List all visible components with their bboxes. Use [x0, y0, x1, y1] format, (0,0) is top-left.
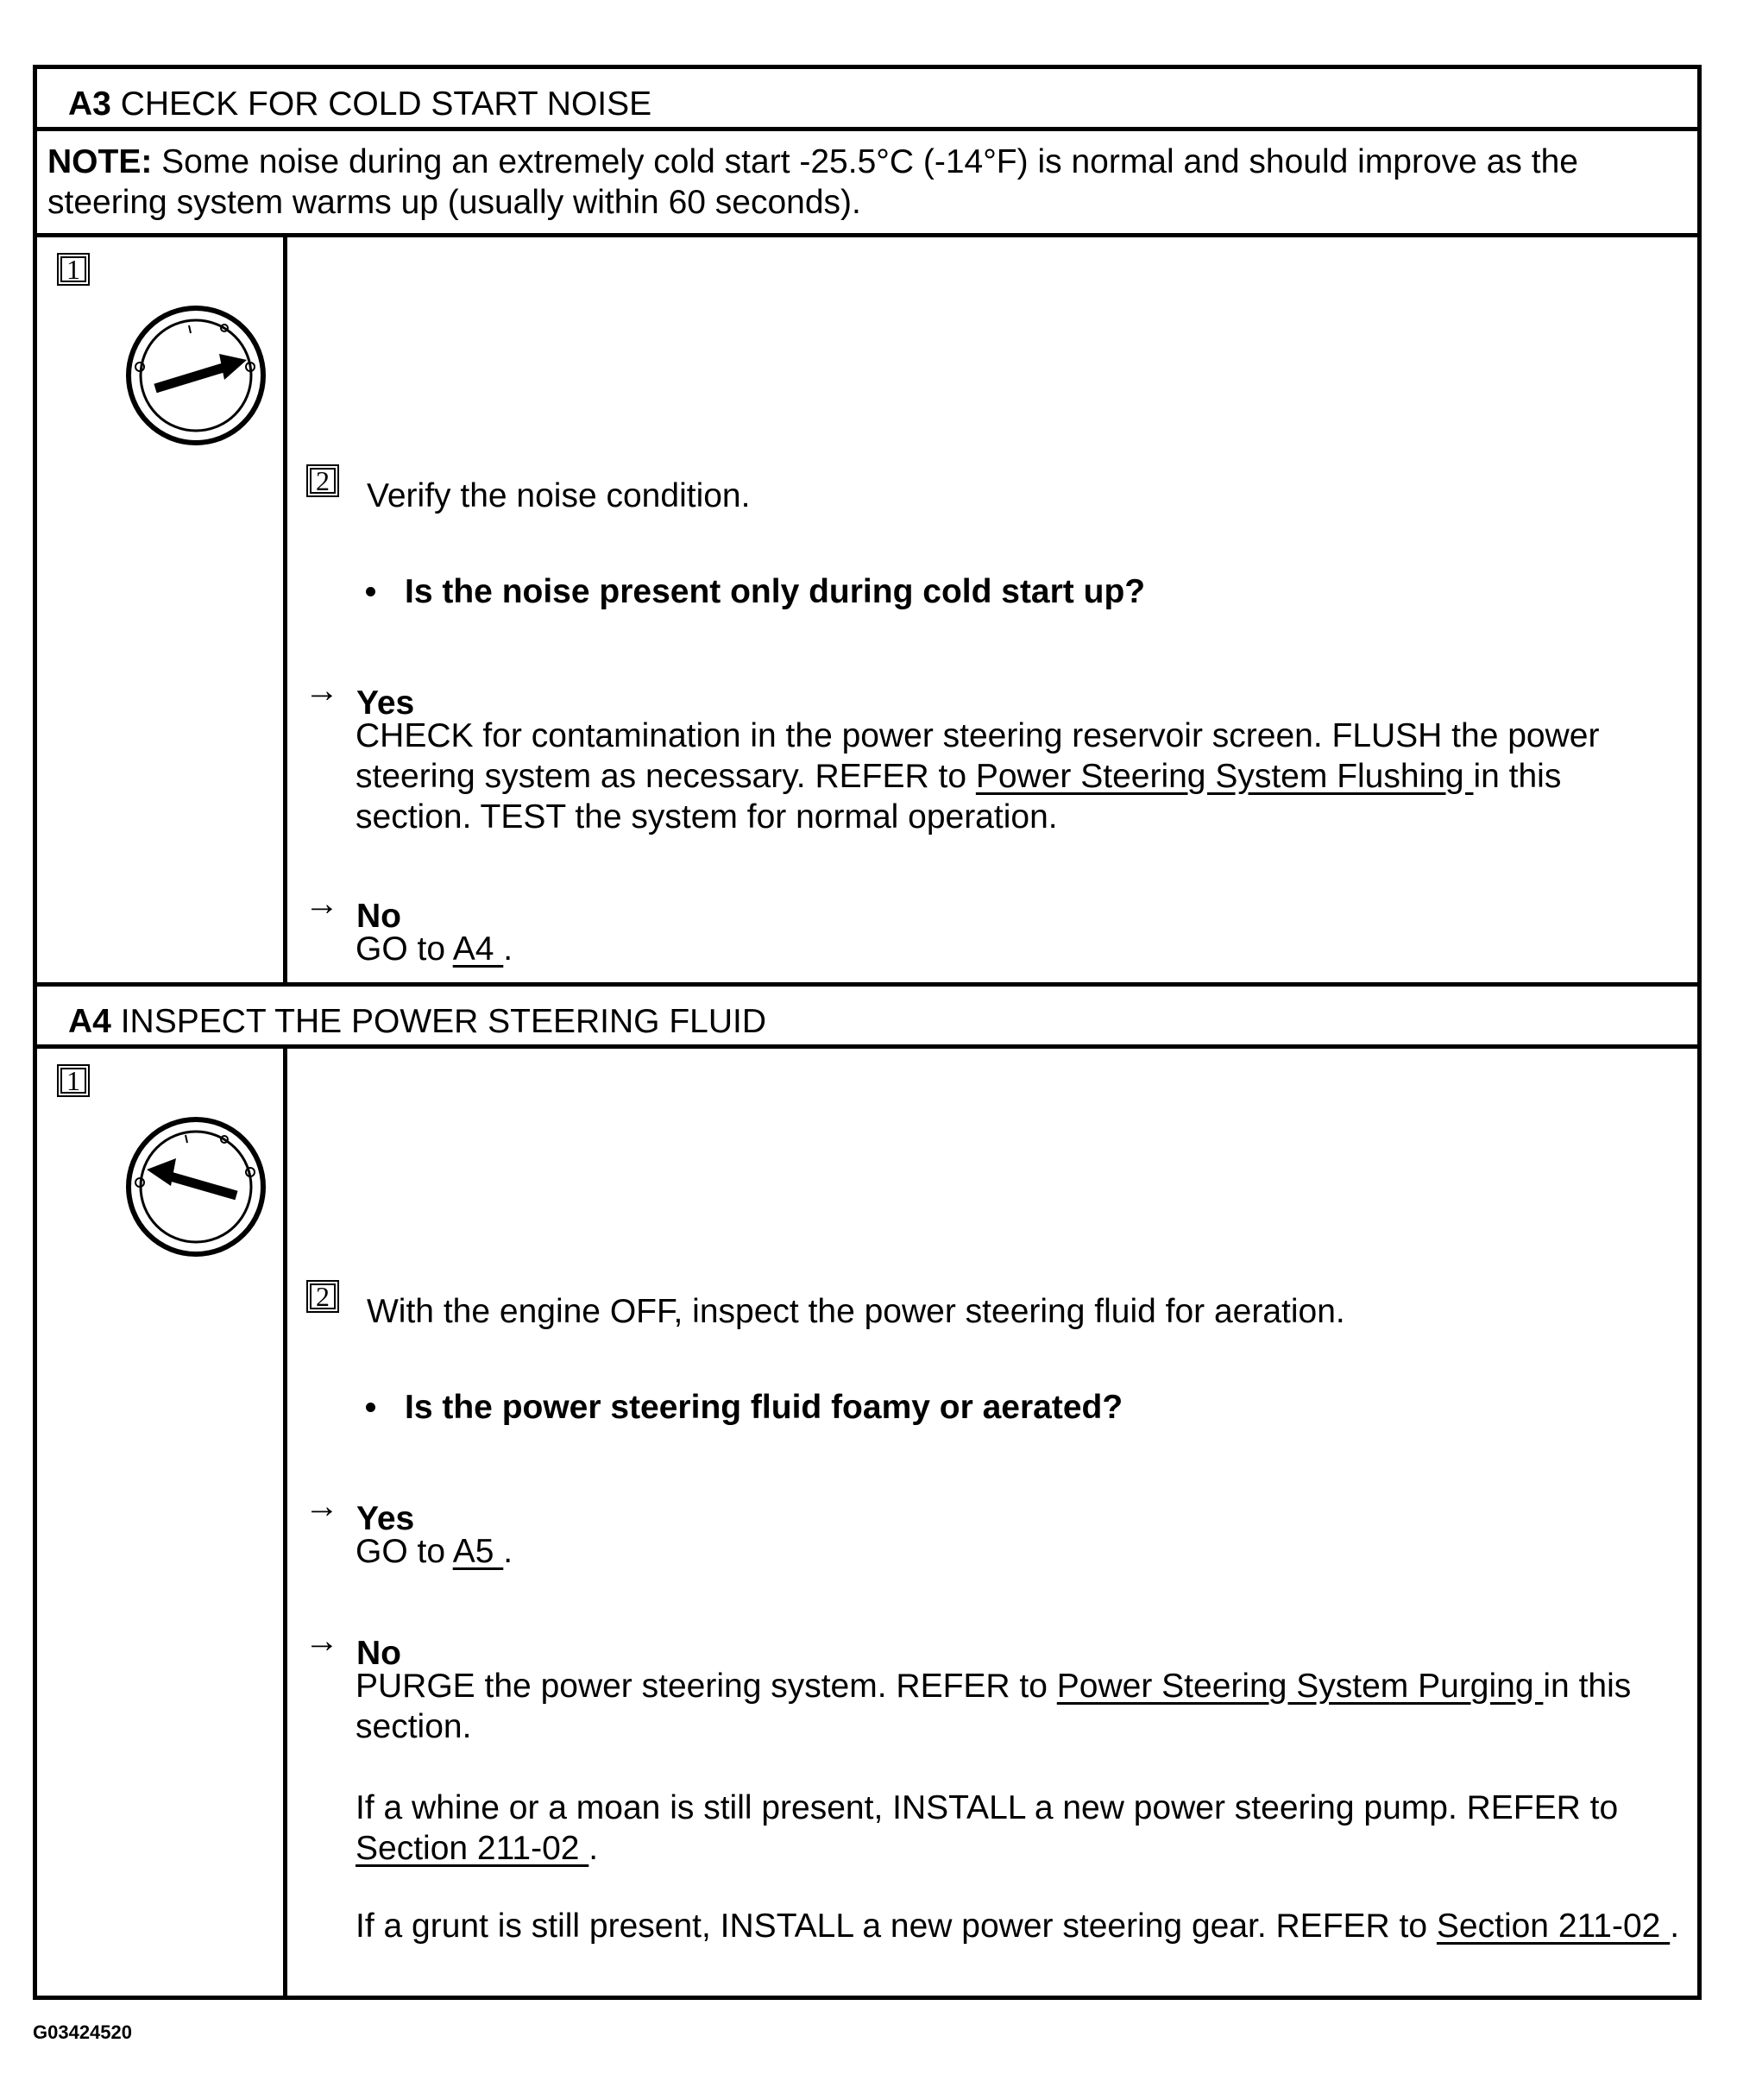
- a4-link[interactable]: A4: [452, 930, 504, 968]
- a4-yes-text-part2: .: [503, 1533, 513, 1570]
- figure-id: G03424520: [33, 2021, 132, 2043]
- a4-yes-arrow-icon: →: [305, 1487, 339, 1525]
- a3-step2-marker: 2: [306, 464, 339, 497]
- a3-no-text-part1: GO to: [356, 930, 453, 968]
- ignition-switch-run-icon: [123, 302, 269, 449]
- note-label: NOTE:: [47, 143, 153, 180]
- a3-content-cell: [287, 237, 1697, 982]
- a3-note: [37, 131, 1697, 237]
- purging-link[interactable]: Power Steering System Purging: [1056, 1668, 1544, 1705]
- a4-no-p3-part2: .: [1670, 1908, 1680, 1945]
- a4-question: Is the power steering fluid foamy or aerated?: [405, 1389, 1123, 1426]
- a5-link[interactable]: A5: [452, 1533, 504, 1570]
- a4-no-paragraph-2: [356, 1788, 1684, 1869]
- a4-content-cell: [287, 1049, 1697, 1996]
- a4-yes-text-part1: GO to: [356, 1533, 453, 1570]
- a3-title: CHECK FOR COLD START NOISE: [120, 85, 652, 123]
- a3-step-id: A3: [68, 85, 111, 123]
- a3-yes-label: Yes: [356, 684, 415, 722]
- a4-no-paragraph-1: [356, 1666, 1684, 1747]
- a3-step1-marker: 1: [57, 253, 90, 286]
- note-text: Some noise during an extremely cold start -25.5°C (-14°F) is normal and should improve as the steering system warms up (usually within 60 seconds).: [47, 143, 1578, 221]
- a3-no-text: [356, 929, 513, 969]
- a3-question: Is the noise present only during cold start up?: [405, 573, 1146, 610]
- a4-no-label: No: [356, 1635, 401, 1672]
- diagnostic-table: [33, 65, 1702, 2000]
- a4-no-p1-part1: PURGE the power steering system. REFER to: [356, 1668, 1057, 1705]
- a3-step2-text: Verify the noise condition.: [367, 477, 751, 514]
- a4-title: INSPECT THE POWER STEERING FLUID: [120, 1003, 767, 1040]
- a3-no-arrow-icon: →: [305, 885, 339, 923]
- section-211-02-link-2[interactable]: Section 211-02: [1436, 1908, 1671, 1945]
- a3-question-bullet: [366, 587, 375, 596]
- a4-no-p2-part1: If a whine or a moan is still present, INSTALL a new power steering pump. REFER to: [356, 1789, 1619, 1826]
- a3-yes-text: [356, 716, 1684, 837]
- a4-illustration-cell: [37, 1049, 287, 1996]
- a4-body: [37, 1049, 1697, 1996]
- a3-yes-text-part1: CHECK for contamination in the power steering reservoir screen. FLUSH the power steering system as necessary. REFER to: [356, 717, 1600, 795]
- flushing-link[interactable]: Power Steering System Flushing: [975, 758, 1474, 795]
- a3-yes-text-part2: in this section. TEST the system for normal operation.: [356, 758, 1562, 836]
- a3-header: [37, 69, 1697, 131]
- ignition-switch-off-icon: [123, 1113, 269, 1260]
- a3-yes-arrow-icon: →: [305, 672, 339, 709]
- a4-step1-marker: 1: [57, 1064, 90, 1097]
- section-211-02-link-1[interactable]: Section 211-02: [356, 1830, 589, 1867]
- a4-no-p2-part2: .: [588, 1830, 599, 1867]
- a4-no-p1-part2: in this section.: [356, 1668, 1632, 1745]
- a4-step-id: A4: [68, 1003, 111, 1040]
- a3-body: [37, 237, 1697, 987]
- a4-question-bullet: [366, 1403, 375, 1412]
- a4-yes-text: [356, 1531, 513, 1572]
- a3-no-text-part2: .: [503, 930, 513, 968]
- a4-no-p3-part1: If a grunt is still present, INSTALL a new power steering gear. REFER to: [356, 1908, 1437, 1945]
- a4-step2-marker: 2: [306, 1280, 339, 1313]
- a4-header: [37, 987, 1697, 1049]
- a3-no-label: No: [356, 898, 401, 935]
- a4-step2-text: With the engine OFF, inspect the power steering fluid for aeration.: [367, 1293, 1345, 1330]
- a4-no-arrow-icon: →: [305, 1622, 339, 1660]
- a4-no-paragraph-3: [356, 1906, 1684, 1946]
- a3-illustration-cell: [37, 237, 287, 982]
- a4-yes-label: Yes: [356, 1500, 415, 1537]
